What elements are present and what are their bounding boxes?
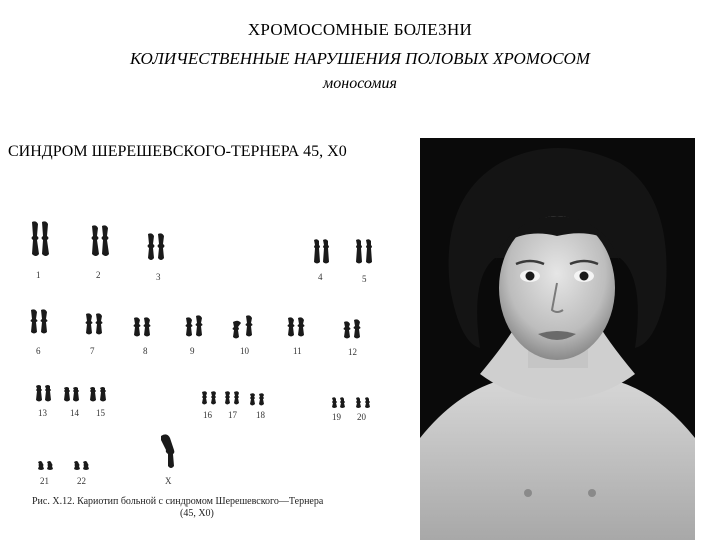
chromosome-label-3: 3 [156,272,161,282]
karyotype-chromosomes [0,160,420,540]
chromosome-pair-6 [31,309,48,333]
chromosome-label-16: 16 [203,410,212,420]
chromosome-pair-9 [186,315,203,336]
chromosome-label-14: 14 [70,408,79,418]
chromosome-label-9: 9 [190,346,195,356]
patient-photo-image [420,138,695,540]
chromosome-label-8: 8 [143,346,148,356]
chromosome-group-16-18 [202,391,264,405]
chromosome-label-18: 18 [256,410,265,420]
chromosome-pair-3 [148,233,165,260]
chromosome-pair-7 [86,313,103,334]
chromosome-label-17: 17 [228,410,237,420]
chromosome-pair-10 [233,315,253,338]
chromosome-x [161,434,174,468]
chromosome-label-13: 13 [38,408,47,418]
chromosome-label-2: 2 [96,270,101,280]
figure-caption-line1: Рис. X.12. Кариотип больной с синдромом Шерешевского—Тернера [32,496,324,507]
chromosome-pair-11 [288,317,305,336]
syndrome-label: СИНДРОМ ШЕРЕШЕВСКОГО-ТЕРНЕРА 45, Х0 [8,143,347,160]
slide-subtitle: КОЛИЧЕСТВЕННЫЕ НАРУШЕНИЯ ПОЛОВЫХ ХРОМОСОМ [130,49,590,68]
chromosome-pair-1 [32,221,50,256]
chromosome-label-22: 22 [77,476,86,486]
chromosome-pair-8 [134,317,151,336]
patient-photo [420,138,695,540]
chromosome-group-19-20 [332,397,370,408]
chromosome-label-4: 4 [318,272,323,282]
figure-caption-line2: (45, X0) [180,508,214,519]
chromosome-label-6: 6 [36,346,41,356]
chromosome-label-12: 12 [348,347,357,357]
slide-title: ХРОМОСОМНЫЕ БОЛЕЗНИ [247,20,473,39]
chromosome-pair-5 [356,239,372,263]
chromosome-label-1: 1 [36,270,41,280]
chromosome-label-19: 19 [332,412,341,422]
slide-subsubtitle: моносомия [323,75,397,92]
chromosome-label-20: 20 [357,412,366,422]
karyotype-figure [0,160,420,540]
chromosome-label-15: 15 [96,408,105,418]
chromosome-label-10: 10 [240,346,249,356]
chromosome-label-11: 11 [293,346,302,356]
chromosome-pair-4 [314,239,329,263]
chromosome-label-5: 5 [362,274,367,284]
chromosome-pair-12 [344,319,361,338]
chromosome-label-21: 21 [40,476,49,486]
chromosome-label-7: 7 [90,346,95,356]
chromosome-group-21-22 [38,461,89,470]
chromosome-label-x: X [165,476,172,486]
chromosome-group-13-15 [36,385,106,402]
chromosome-pair-2 [92,225,110,256]
